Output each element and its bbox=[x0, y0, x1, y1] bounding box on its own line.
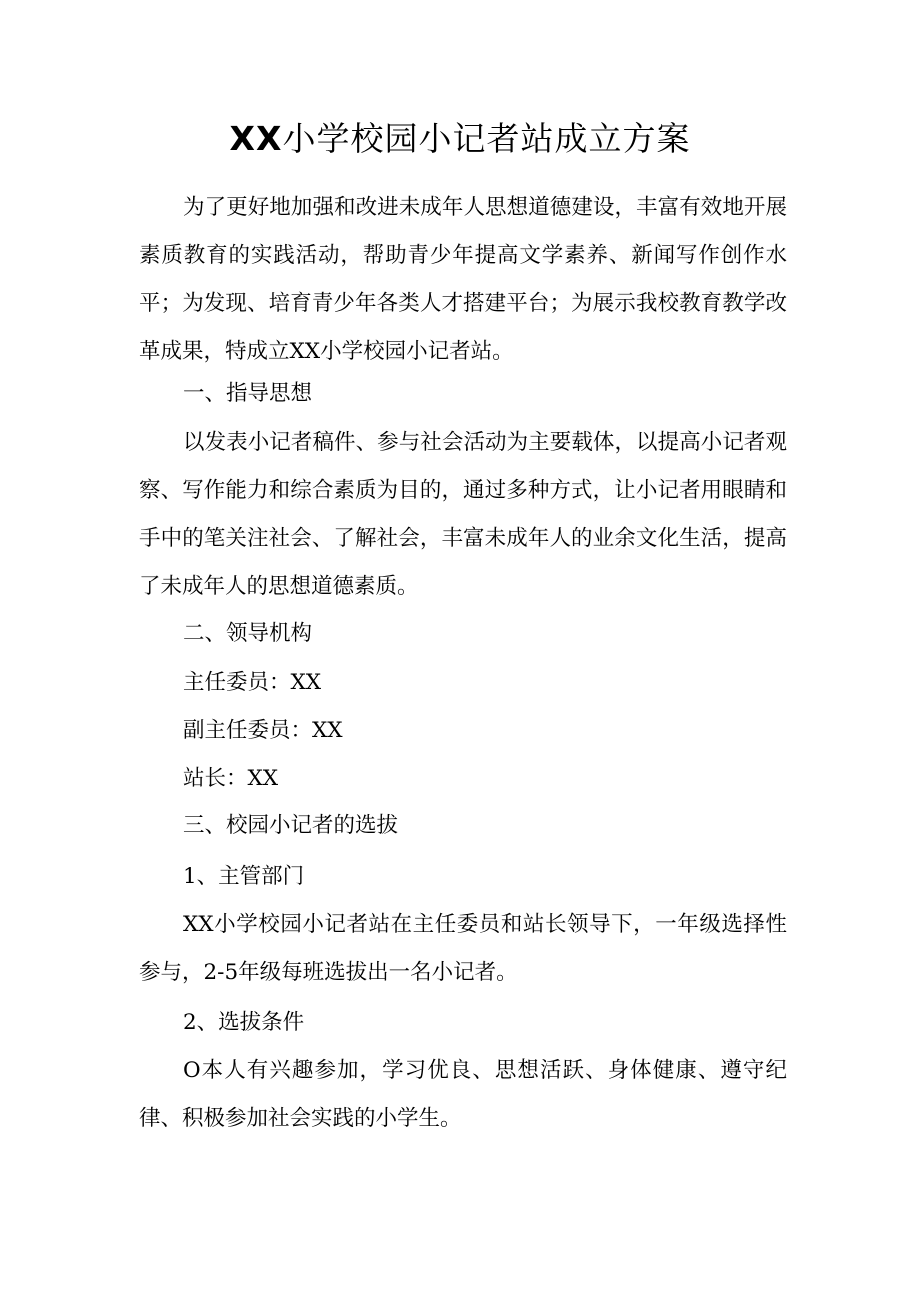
section-heading-leadership: 二、领导机构 bbox=[183, 621, 313, 646]
director-line: 主任委员：XX bbox=[183, 670, 322, 695]
title-code: XX bbox=[229, 119, 283, 158]
station-chief-line: 站长：XX bbox=[183, 766, 279, 791]
criteria-paragraph: O本人有兴趣参加，学习优良、思想活跃、身体健康、遵守纪律、积极参加社会实践的小学生。 bbox=[139, 1058, 787, 1131]
intro-paragraph: 为了更好地加强和改进未成年人思想道德建设，丰富有效地开展素质教育的实践活动，帮助青少年提高文学素养、新闻写作创作水平；为发现、培育青少年各类人才搭建平台；为展示我校教育教学改革成果，特成立XX小学校园小记者站。 bbox=[139, 195, 787, 364]
subsection-heading-criteria: 2、选拔条件 bbox=[183, 1010, 305, 1035]
department-paragraph: XX小学校园小记者站在主任委员和站长领导下，一年级选择性参与，2-5年级每班选拔出一名小记者。 bbox=[139, 912, 787, 985]
guiding-thought-paragraph: 以发表小记者稿件、参与社会活动为主要载体，以提高小记者观察、写作能力和综合素质为目的，通过多种方式，让小记者用眼睛和手中的笔关注社会、了解社会，丰富未成年人的业余文化生活，提高了未成年人的思想道德素质。 bbox=[139, 430, 787, 599]
title-text: 小学校园小记者站成立方案 bbox=[282, 119, 691, 158]
section-heading-guiding-thought: 一、指导思想 bbox=[183, 381, 313, 406]
subsection-heading-department: 1、主管部门 bbox=[183, 864, 305, 889]
document-title bbox=[0, 112, 920, 166]
section-heading-selection: 三、校园小记者的选拔 bbox=[183, 813, 399, 838]
vice-director-line: 副主任委员：XX bbox=[183, 718, 343, 743]
